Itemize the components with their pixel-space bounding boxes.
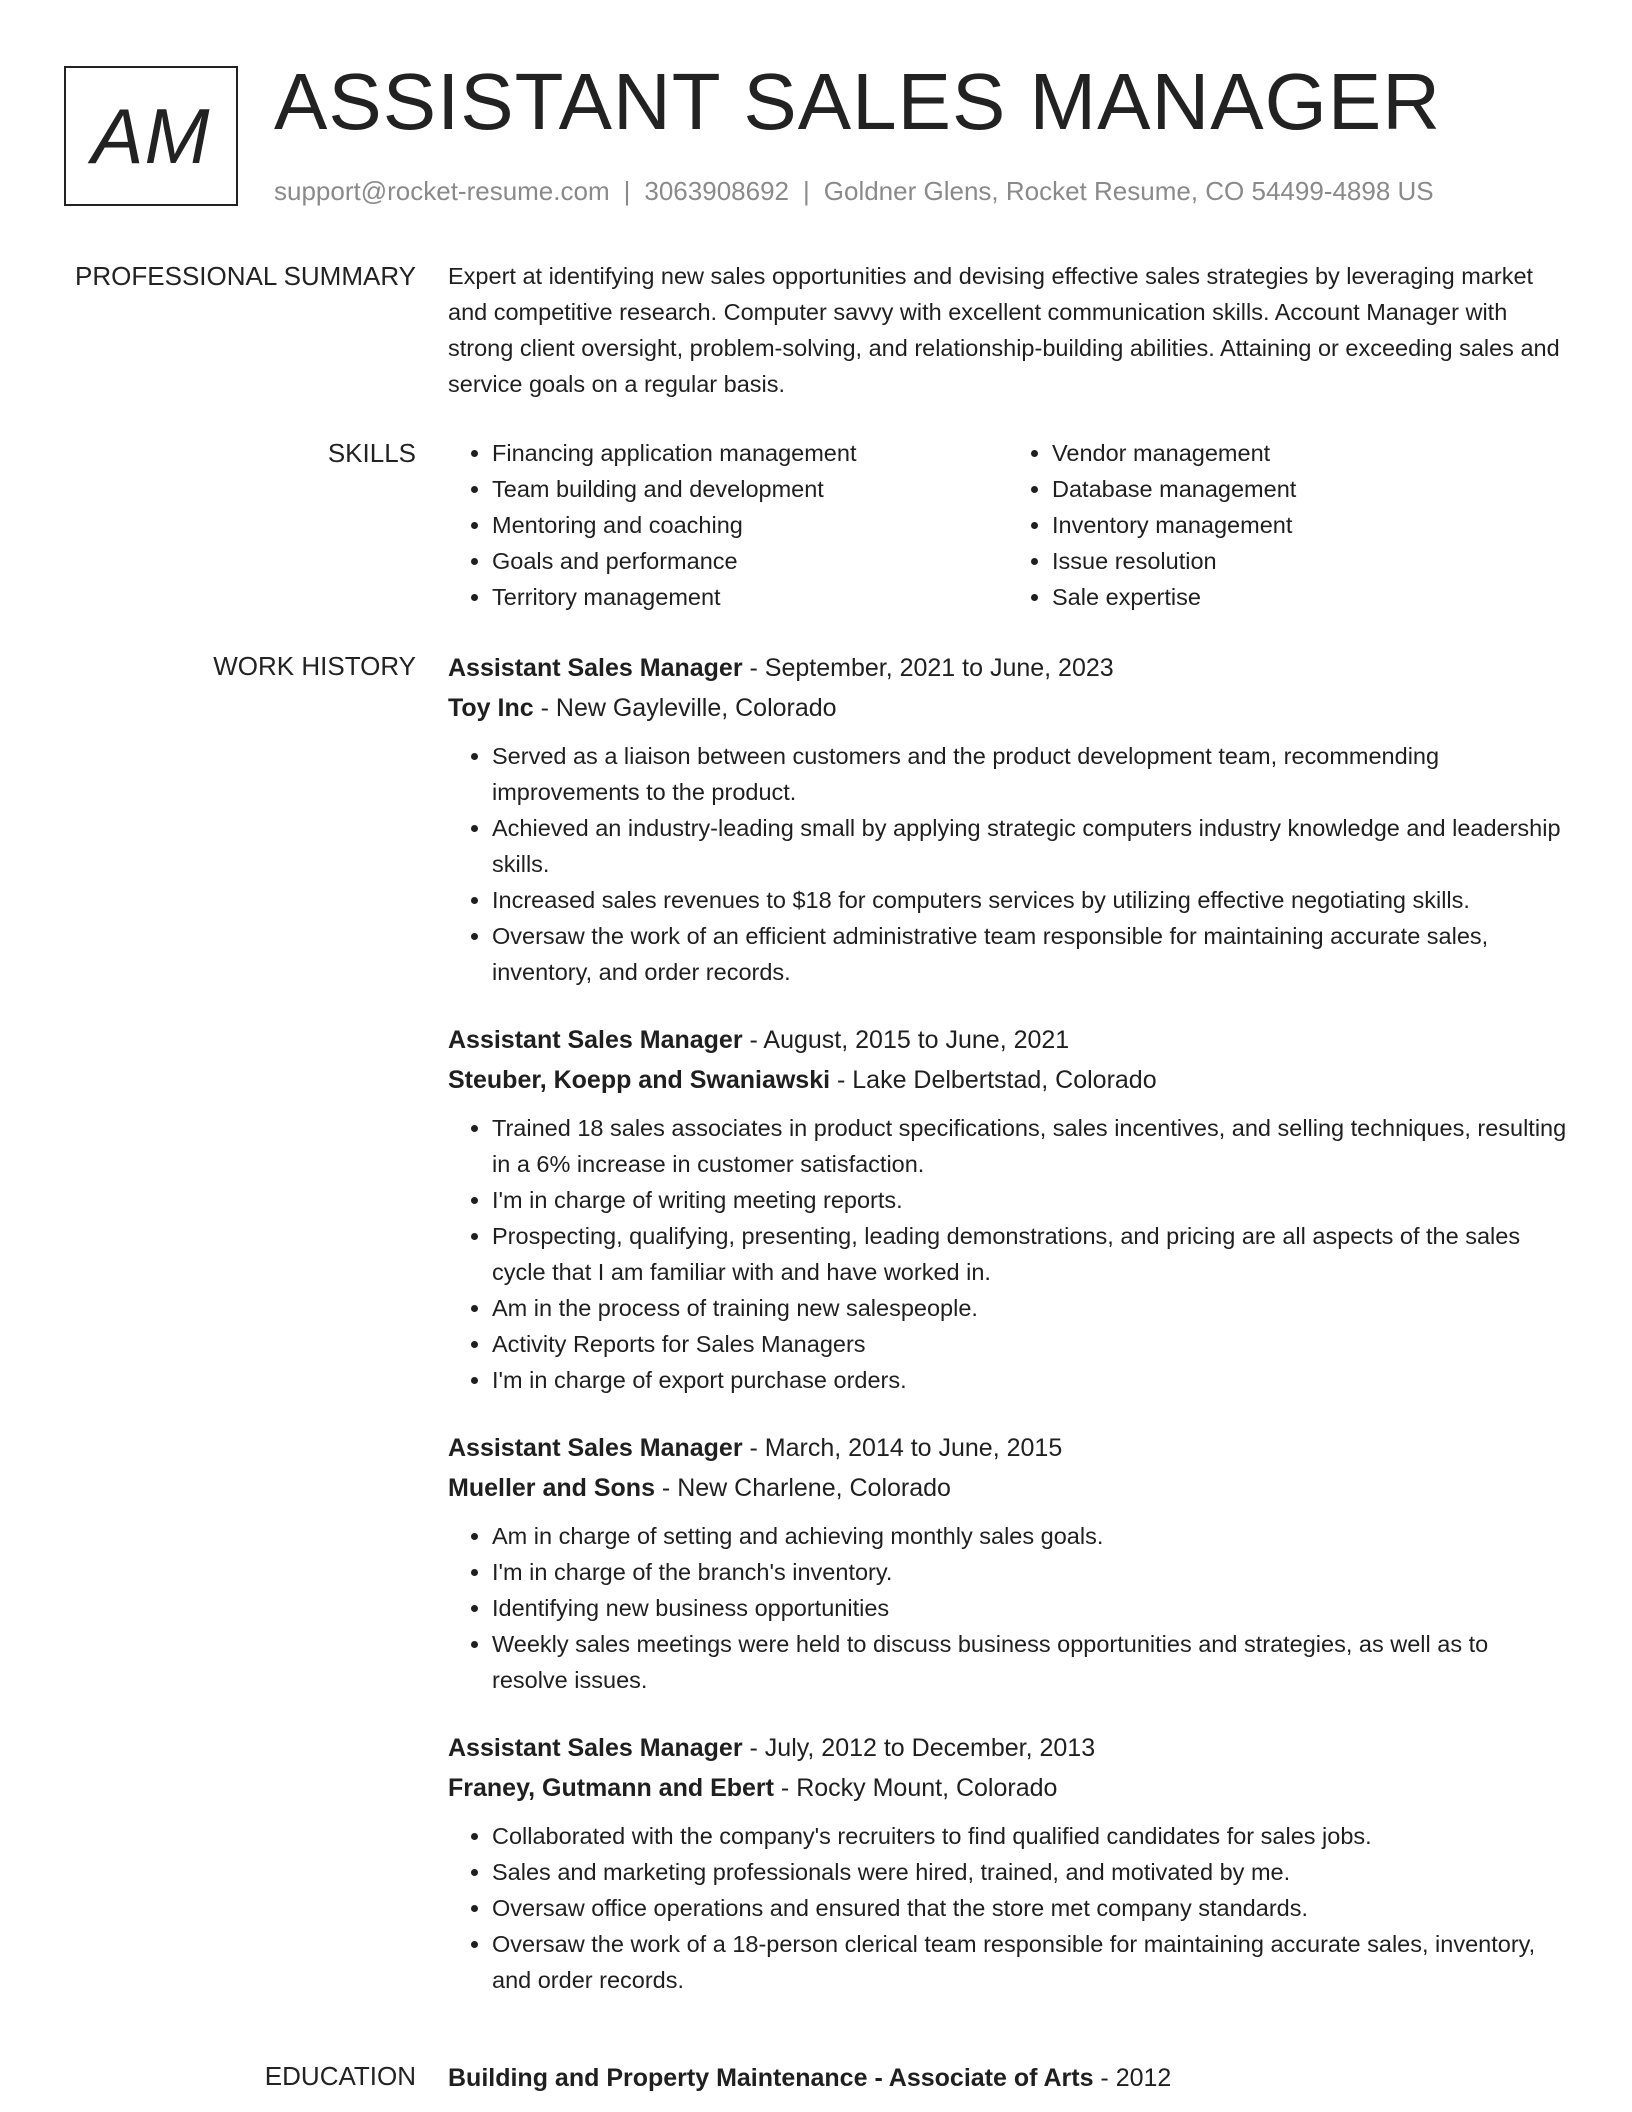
summary-body [448,258,1568,402]
skill-item: • Financing application management [492,435,1008,471]
job-location: - Lake Delbertstad, Colorado [830,1066,1157,1094]
job-bullet: • Sales and marketing professionals were hired, trained, and motivated by me. [492,1854,1568,1890]
skills-list-left [448,435,1008,615]
job-company-line [448,1060,1568,1100]
job-location: - Rocky Mount, Colorado [773,1774,1058,1802]
skill-item: • Inventory management [1052,507,1568,543]
skill-item: • Goals and performance [492,543,1008,579]
job-location: - New Gayleville, Colorado [533,694,837,722]
job-bullet: • I'm in charge of writing meeting reports. [492,1182,1568,1218]
job-bullet: • Collaborated with the company's recruiters to find qualified candidates for sales jobs. [492,1818,1568,1854]
job-title-line [448,1020,1568,1060]
job-company: Mueller and Sons [448,1474,655,1502]
job-bullet: • Am in the process of training new salespeople. [492,1290,1568,1326]
summary-text: Expert at identifying new sales opportunities and devising effective sales strategies by leveraging market and competitive research. Computer savvy with excellent communication skills. Account Manager with strong client oversight, problem-solving, and relationship-building abilities. Attaining or exceeding sales and service goals on a regular basis. [448,263,1560,397]
skill-item: • Mentoring and coaching [492,507,1008,543]
contact-email: support@rocket-resume.com [274,176,610,206]
job-bullet: • Activity Reports for Sales Managers [492,1326,1568,1362]
page-title: ASSISTANT SALES MANAGER [274,57,1442,146]
contact-address: Goldner Glens, Rocket Resume, CO 54499-4898 US [823,176,1434,206]
contact-phone: 3063908692 [644,176,789,206]
job-bullet: • Trained 18 sales associates in product specifications, sales incentives, and selling techniques, resulting in a 6% increase in customer satisfaction. [492,1110,1568,1182]
job-bullet: • Am in charge of setting and achieving monthly sales goals. [492,1518,1568,1554]
job-bullet: • Achieved an industry-leading small by applying strategic computers industry knowledge and leadership skills. [492,810,1568,882]
skill-item: • Sale expertise [1052,579,1568,615]
skills-body [448,435,1568,615]
monogram: AM [64,66,238,206]
job-entry [448,648,1568,990]
education-body [448,2058,1568,2098]
job-bullets [448,738,1568,990]
job-location: - New Charlene, Colorado [654,1474,951,1502]
job-bullets [448,1110,1568,1398]
job-bullets [448,1518,1568,1698]
job-bullets [448,1818,1568,1998]
job-company: Franey, Gutmann and Ebert [448,1774,774,1802]
skill-item: • Vendor management [1052,435,1568,471]
job-title-line [448,1428,1568,1468]
job-company-line [448,1768,1568,1808]
skill-item: • Team building and development [492,471,1008,507]
job-bullet: • Identifying new business opportunities [492,1590,1568,1626]
education-year: - 2012 [1093,2064,1172,2092]
job-bullet: • I'm in charge of the branch's inventory. [492,1554,1568,1590]
job-entry [448,1728,1568,1998]
job-title: Assistant Sales Manager [448,1734,743,1762]
job-bullet: • I'm in charge of export purchase orders. [492,1362,1568,1398]
job-title: Assistant Sales Manager [448,1434,743,1462]
job-dates: - August, 2015 to June, 2021 [742,1026,1070,1054]
skill-item: • Territory management [492,579,1008,615]
job-dates: - July, 2012 to December, 2013 [742,1734,1096,1762]
education-degree: Building and Property Maintenance - Associate of Arts [448,2064,1094,2092]
skill-item: • Database management [1052,471,1568,507]
job-company-line [448,688,1568,728]
job-dates: - March, 2014 to June, 2015 [742,1434,1063,1462]
section-label-work-history: WORK HISTORY [213,651,416,681]
contact-line [274,174,1434,208]
job-bullet: • Increased sales revenues to $18 for computers services by utilizing effective negotiating skills. [492,882,1568,918]
contact-separator: | [803,176,810,206]
job-title: Assistant Sales Manager [448,654,743,682]
work-history-body [448,648,1568,2028]
job-bullet: • Served as a liaison between customers and the product development team, recommending improvements to the product. [492,738,1568,810]
job-bullet: • Oversaw the work of a 18-person clerical team responsible for maintaining accurate sales, inventory, and order records. [492,1926,1568,1998]
job-entry [448,1428,1568,1698]
job-bullet: • Oversaw office operations and ensured that the store met company standards. [492,1890,1568,1926]
job-company: Steuber, Koepp and Swaniawski [448,1066,831,1094]
section-label-skills: SKILLS [327,438,416,468]
section-label-summary: PROFESSIONAL SUMMARY [75,261,416,291]
job-dates: - September, 2021 to June, 2023 [742,654,1114,682]
skills-list-right [1008,435,1568,615]
job-title-line [448,648,1568,688]
job-bullet: • Prospecting, qualifying, presenting, leading demonstrations, and pricing are all aspects of the sales cycle that I am familiar with and have worked in. [492,1218,1568,1290]
job-company: Toy Inc [448,694,534,722]
job-company-line [448,1468,1568,1508]
contact-separator: | [623,176,631,206]
education-entry [448,2058,1568,2098]
job-entry [448,1020,1568,1398]
section-label-education: EDUCATION [264,2061,416,2091]
skill-item: • Issue resolution [1052,543,1568,579]
job-title: Assistant Sales Manager [448,1026,743,1054]
job-bullet: • Oversaw the work of an efficient administrative team responsible for maintaining accurate sales, inventory, and order records. [492,918,1568,990]
job-bullet: • Weekly sales meetings were held to discuss business opportunities and strategies, as well as to resolve issues. [492,1626,1568,1698]
job-title-line [448,1728,1568,1768]
